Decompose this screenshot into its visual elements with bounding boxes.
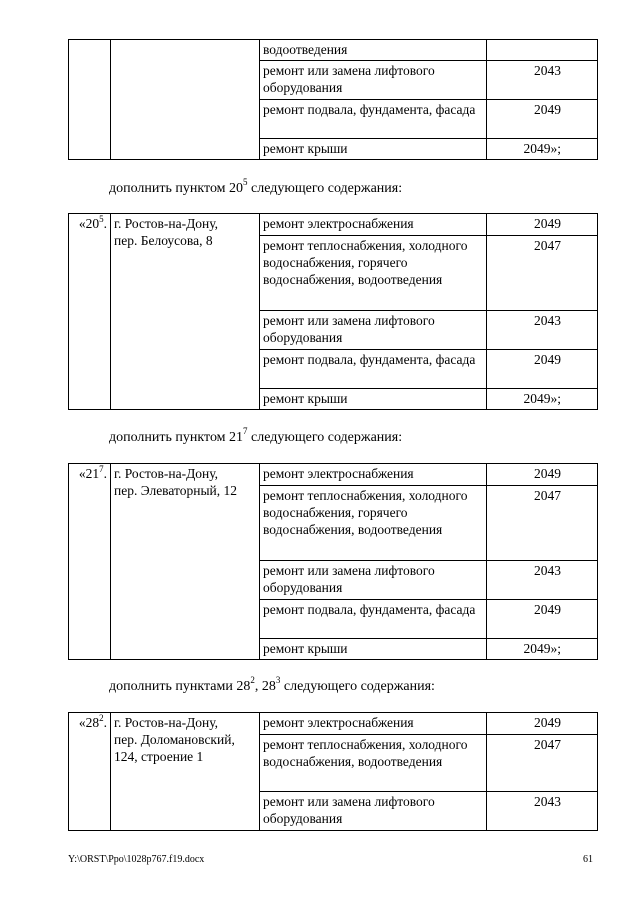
work-cell: ремонт электроснабжения	[260, 464, 487, 486]
year-cell: 2049»;	[487, 639, 598, 660]
year-cell: 2049»;	[487, 389, 598, 410]
year-cell: 2043	[487, 561, 598, 600]
item-table	[68, 463, 598, 660]
year-cell: 2049	[487, 464, 598, 486]
year-cell: 2047	[487, 735, 598, 792]
work-cell: ремонт электроснабжения	[260, 713, 487, 735]
work-cell: ремонт крыши	[260, 389, 487, 410]
work-cell: ремонт подвала, фундамента, фасада	[260, 600, 487, 639]
item-number-cell: «$21^7$.	[69, 464, 111, 660]
amendment-paragraph: дополнить пунктом $21^7$ следующего содержания:	[109, 426, 403, 445]
item-number-cell: «$28^2$.	[69, 713, 111, 831]
year-cell	[487, 40, 598, 61]
year-cell: 2049»;	[487, 139, 598, 160]
item-table	[68, 712, 598, 831]
year-cell: 2049	[487, 214, 598, 236]
year-cell: 2049	[487, 713, 598, 735]
page-number: 61	[583, 854, 593, 865]
amendment-paragraph: дополнить пунктами $28^2$, $28^3$ следующего содержания:	[109, 675, 435, 694]
address-cell: г. Ростов-на-Дону, пер. Белоусова, 8	[111, 214, 260, 410]
year-cell: 2043	[487, 61, 598, 100]
year-cell: 2047	[487, 486, 598, 561]
work-cell: ремонт подвала, фундамента, фасада	[260, 100, 487, 139]
table-row	[69, 713, 598, 735]
continued-table	[68, 39, 598, 160]
year-cell: 2047	[487, 236, 598, 311]
work-cell: ремонт теплоснабжения, холодного водоснабжения, горячего водоснабжения, водоотведения	[260, 486, 487, 561]
year-cell: 2043	[487, 311, 598, 350]
address-cell: г. Ростов-на-Дону, пер. Доломановский, 124, строение 1	[111, 713, 260, 831]
work-cell: ремонт или замена лифтового оборудования	[260, 792, 487, 831]
table-row	[69, 214, 598, 236]
address-cell: г. Ростов-на-Дону, пер. Элеваторный, 12	[111, 464, 260, 660]
file-path-footer: Y:\ORST\Ppo\1028p767.f19.docx	[68, 854, 205, 865]
work-cell: ремонт электроснабжения	[260, 214, 487, 236]
address-cell	[111, 40, 260, 160]
year-cell: 2043	[487, 792, 598, 831]
year-cell: 2049	[487, 350, 598, 389]
year-cell: 2049	[487, 600, 598, 639]
year-cell: 2049	[487, 100, 598, 139]
work-cell: ремонт или замена лифтового оборудования	[260, 61, 487, 100]
item-number-cell: «$20^5$.	[69, 214, 111, 410]
work-cell: ремонт теплоснабжения, холодного водоснабжения, водоотведения	[260, 735, 487, 792]
work-cell: ремонт крыши	[260, 139, 487, 160]
work-cell: водоотведения	[260, 40, 487, 61]
work-cell: ремонт подвала, фундамента, фасада	[260, 350, 487, 389]
table-row	[69, 40, 598, 61]
work-cell: ремонт или замена лифтового оборудования	[260, 561, 487, 600]
work-cell: ремонт теплоснабжения, холодного водоснабжения, горячего водоснабжения, водоотведения	[260, 236, 487, 311]
item-number-cell	[69, 40, 111, 160]
work-cell: ремонт крыши	[260, 639, 487, 660]
table-row	[69, 464, 598, 486]
amendment-paragraph: дополнить пунктом $20^5$ следующего содержания:	[109, 177, 403, 196]
work-cell: ремонт или замена лифтового оборудования	[260, 311, 487, 350]
item-table	[68, 213, 598, 410]
